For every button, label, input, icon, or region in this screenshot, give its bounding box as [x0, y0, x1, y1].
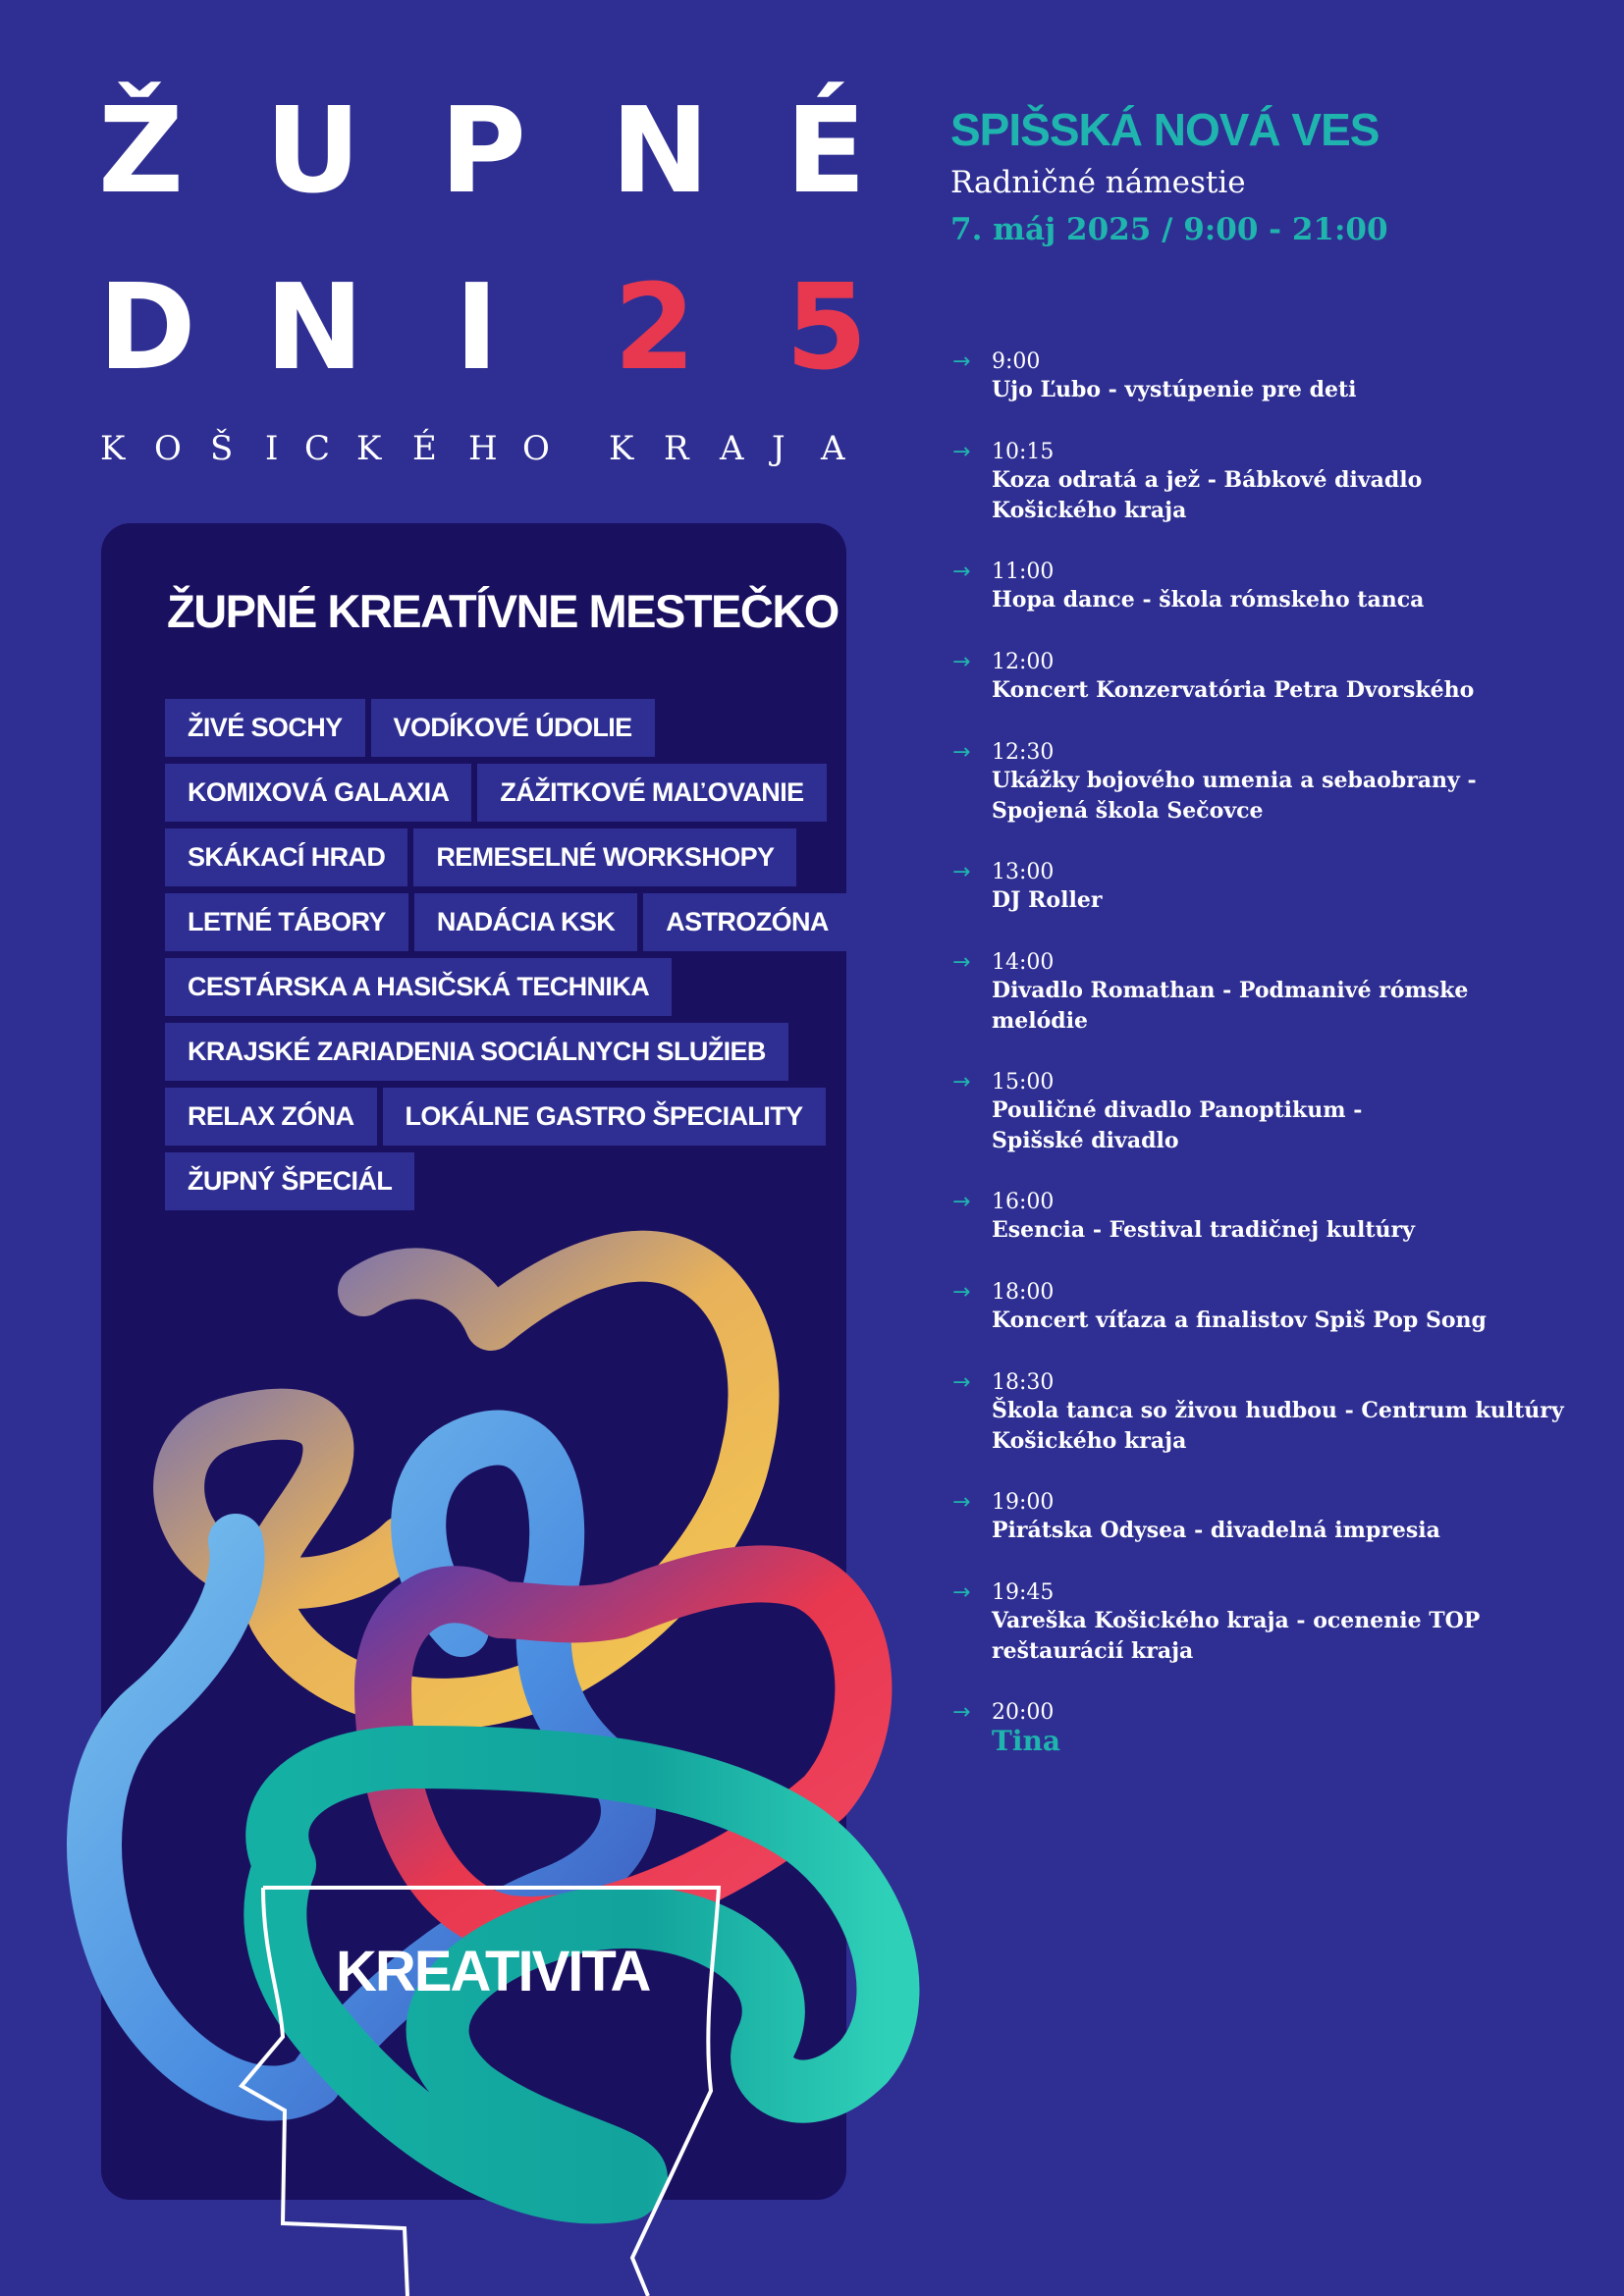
venue-name: Radničné námestie [950, 165, 1246, 200]
schedule-desc: Hopa dance - škola rómskeho tanca [992, 587, 1425, 613]
subtitle-letter: Š [210, 429, 234, 468]
activity-tag: ASTROZÓNA [643, 893, 846, 951]
schedule-item [952, 650, 1591, 740]
activity-tag: SKÁKACÍ HRAD [165, 828, 407, 886]
schedule-time: 14:00 [992, 950, 1055, 975]
arrow-right-icon: → [952, 1580, 971, 1605]
title-year-digit: 2 [614, 260, 696, 397]
city-name: SPIŠSKÁ NOVÁ VES [950, 104, 1380, 155]
activity-tag: KOMIXOVÁ GALAXIA [165, 764, 471, 822]
arrow-right-icon: → [952, 1280, 971, 1305]
activity-tag: LETNÉ TÁBORY [165, 893, 408, 951]
schedule-desc: Divadlo Romathan - Podmanivé rómske [992, 978, 1469, 1003]
schedule-item [952, 1190, 1591, 1280]
schedule-item [952, 349, 1591, 440]
activity-tag: ZÁŽITKOVÉ MAĽOVANIE [477, 764, 826, 822]
panel-title: ŽUPNÉ KREATÍVNE MESTEČKO [167, 585, 839, 637]
title-letter: N [611, 83, 710, 220]
arrow-right-icon: → [952, 740, 971, 765]
schedule-item [952, 1700, 1591, 1790]
schedule-time: 10:15 [992, 440, 1055, 464]
title-letter: P [440, 83, 526, 220]
arrow-right-icon: → [952, 1490, 971, 1515]
arrow-right-icon: → [952, 440, 971, 464]
schedule-time: 16:00 [992, 1190, 1055, 1214]
arrow-right-icon: → [952, 650, 971, 674]
schedule-desc: Košického kraja [992, 1428, 1187, 1454]
schedule-item [952, 1280, 1591, 1370]
arrow-right-icon: → [952, 349, 971, 374]
schedule-item [952, 1580, 1591, 1700]
title-letter: É [785, 83, 866, 220]
schedule-desc: Esencia - Festival tradičnej kultúry [992, 1217, 1415, 1243]
arrow-right-icon: → [952, 1370, 971, 1395]
schedule-time: 13:00 [992, 860, 1055, 884]
arrow-right-icon: → [952, 560, 971, 584]
schedule-desc: DJ Roller [992, 887, 1103, 913]
subtitle-letter: J [772, 429, 785, 468]
activity-tag: ŽUPNÝ ŠPECIÁL [165, 1152, 414, 1210]
arrow-right-icon: → [952, 950, 971, 975]
schedule-desc: reštaurácií kraja [992, 1638, 1194, 1664]
schedule-desc: Spišské divadlo [992, 1128, 1179, 1153]
title-letter: N [265, 260, 364, 397]
schedule-item [952, 950, 1591, 1070]
schedule-item [952, 860, 1591, 950]
subtitle-letter: R [664, 429, 689, 468]
schedule-desc: Pirátska Odysea - divadelná impresia [992, 1518, 1440, 1543]
subtitle-letter: K [609, 429, 634, 468]
subtitle-letter: A [821, 429, 845, 468]
schedule-item [952, 740, 1591, 860]
schedule-desc: Koncert víťaza a finalistov Spiš Pop Song [992, 1308, 1487, 1333]
schedule-item [952, 1490, 1591, 1580]
schedule-desc: Koncert Konzervatória Petra Dvorského [992, 677, 1475, 703]
activity-tag: KRAJSKÉ ZARIADENIA SOCIÁLNYCH SLUŽIEB [165, 1023, 788, 1081]
schedule-time: 19:45 [992, 1580, 1055, 1605]
schedule-time: 12:00 [992, 650, 1055, 674]
event-date-time: 7. máj 2025 / 9:00 - 21:00 [950, 212, 1388, 247]
schedule-desc: Škola tanca so živou hudbou - Centrum kultúry [992, 1398, 1564, 1423]
subtitle-letter: O [522, 429, 550, 468]
subtitle-letter: I [265, 429, 279, 468]
arrow-right-icon: → [952, 860, 971, 884]
arrow-right-icon: → [952, 1070, 971, 1095]
schedule-item [952, 1070, 1591, 1190]
schedule-desc: Spojená škola Sečovce [992, 798, 1264, 824]
activity-tag: RELAX ZÓNA [165, 1088, 377, 1146]
schedule-item [952, 1370, 1591, 1490]
schedule-time: 19:00 [992, 1490, 1055, 1515]
activity-tag: LOKÁLNE GASTRO ŠPECIALITY [383, 1088, 826, 1146]
schedule-time: 15:00 [992, 1070, 1055, 1095]
activity-tag: NADÁCIA KSK [414, 893, 637, 951]
subtitle-letter: H [468, 429, 498, 468]
schedule-time: 20:00 [992, 1700, 1055, 1725]
schedule-time: 9:00 [992, 349, 1041, 374]
schedule-desc: Košického kraja [992, 498, 1187, 523]
subtitle-letter: C [304, 429, 331, 468]
activity-tag: ŽIVÉ SOCHY [165, 699, 365, 757]
schedule-time: 12:30 [992, 740, 1055, 765]
schedule-time: 11:00 [992, 560, 1055, 584]
subtitle-letter: A [720, 429, 744, 468]
schedule-desc: Ukážky bojového umenia a sebaobrany - [992, 768, 1477, 793]
schedule-desc: Koza odratá a jež - Bábkové divadlo [992, 467, 1423, 493]
title-year-digit: 5 [785, 260, 868, 397]
title-letter: I [455, 260, 499, 397]
schedule-item [952, 440, 1591, 560]
schedule-desc-headliner: Tina [992, 1725, 1060, 1757]
activity-tag: VODÍKOVÉ ÚDOLIE [371, 699, 655, 757]
schedule-desc: Pouličné divadlo Panoptikum - [992, 1097, 1363, 1123]
schedule-time: 18:00 [992, 1280, 1055, 1305]
title-letter: D [98, 260, 196, 397]
schedule-desc: melódie [992, 1008, 1089, 1034]
activity-tag: CESTÁRSKA A HASIČSKÁ TECHNIKA [165, 958, 672, 1016]
schedule-time: 18:30 [992, 1370, 1055, 1395]
arrow-right-icon: → [952, 1190, 971, 1214]
kreativita-label: KREATIVITA [336, 1940, 650, 2003]
subtitle-letter: O [154, 429, 182, 468]
arrow-right-icon: → [952, 1700, 971, 1725]
subtitle-letter: É [412, 429, 437, 468]
schedule-desc: Ujo Ľubo - vystúpenie pre deti [992, 377, 1357, 402]
title-letter: Ž [98, 83, 185, 220]
schedule-desc: Vareška Košického kraja - ocenenie TOP [992, 1608, 1481, 1633]
subtitle-letter: K [100, 429, 126, 468]
activity-tag: REMESELNÉ WORKSHOPY [413, 828, 796, 886]
schedule-item [952, 560, 1591, 650]
subtitle-letter: K [356, 429, 382, 468]
title-letter: U [265, 83, 361, 220]
schedule-list [952, 349, 1591, 1790]
